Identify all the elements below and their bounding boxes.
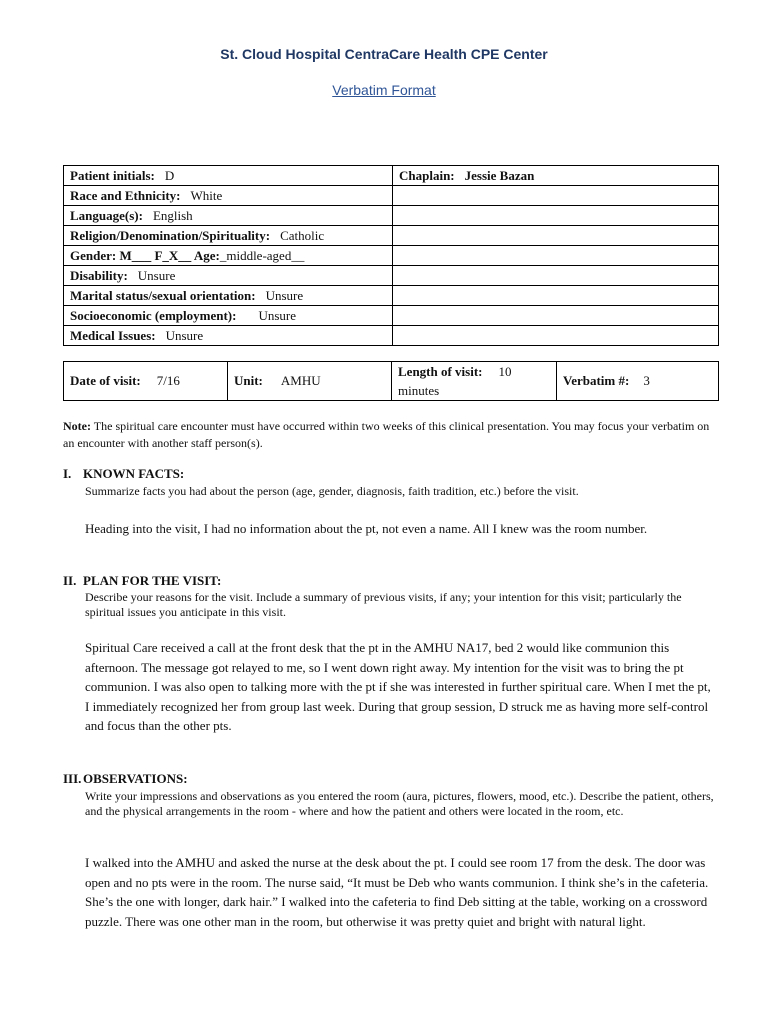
disability-cell bbox=[64, 266, 393, 286]
table-row bbox=[64, 246, 719, 266]
table-row bbox=[64, 286, 719, 306]
field-label: Disability: bbox=[70, 267, 128, 283]
field-value: English bbox=[152, 207, 193, 223]
section-heading-plan bbox=[63, 573, 221, 589]
verbatim-number-cell bbox=[557, 362, 719, 401]
table-row bbox=[64, 186, 719, 206]
field-value: Unsure bbox=[165, 327, 204, 343]
field-value: White bbox=[190, 187, 223, 203]
field-label: Medical Issues: bbox=[70, 327, 156, 343]
field-value: AMHU bbox=[280, 373, 321, 388]
field-value: Jessie Bazan bbox=[464, 167, 535, 183]
field-label: Marital status/sexual orientation: bbox=[70, 287, 256, 303]
date-of-visit-cell bbox=[64, 362, 228, 401]
field-value: 7/16 bbox=[156, 373, 180, 388]
section-instructions: Write your impressions and observations as you entered the room (aura, pictures, flowers, mood, etc.). Describe the patient, others, and the physical arrangements in the room - where and how the patient and others were located in the room, etc. bbox=[85, 789, 714, 818]
empty-cell bbox=[393, 266, 719, 286]
field-label: Verbatim #: bbox=[563, 373, 630, 388]
patient-info-table bbox=[63, 165, 719, 346]
section-title: OBSERVATIONS: bbox=[83, 771, 188, 786]
table-row bbox=[64, 226, 719, 246]
field-unit: minutes bbox=[398, 383, 440, 398]
visit-details-table bbox=[63, 361, 719, 401]
field-label: Religion/Denomination/Spirituality: bbox=[70, 227, 271, 243]
empty-cell bbox=[393, 326, 719, 346]
field-label: Language(s): bbox=[70, 207, 143, 223]
religion-cell bbox=[64, 226, 393, 246]
note-text: The spiritual care encounter must have occurred within two weeks of this clinical presentation. You may focus your verbatim on an encounter with another staff person(s). bbox=[63, 419, 710, 450]
empty-cell bbox=[393, 246, 719, 266]
empty-cell bbox=[393, 206, 719, 226]
field-label: Length of visit: bbox=[398, 364, 483, 379]
chaplain-cell bbox=[393, 166, 719, 186]
section-heading-observations bbox=[63, 771, 188, 787]
field-label: Gender: M___ F_X__ Age: bbox=[70, 247, 220, 263]
field-value: Unsure bbox=[265, 287, 304, 303]
section-number: II. bbox=[63, 573, 77, 588]
document-title: St. Cloud Hospital CentraCare Health CPE Center bbox=[220, 46, 548, 62]
field-label: Date of visit: bbox=[70, 373, 141, 388]
field-label: Chaplain: bbox=[399, 167, 455, 183]
empty-cell bbox=[393, 286, 719, 306]
table-row bbox=[64, 206, 719, 226]
medical-issues-cell bbox=[64, 326, 393, 346]
section-title: KNOWN FACTS: bbox=[83, 466, 185, 481]
section-heading-known-facts bbox=[63, 466, 184, 482]
field-value: 3 bbox=[643, 373, 650, 388]
field-label: Race and Ethnicity: bbox=[70, 187, 181, 203]
field-label: Unit: bbox=[234, 373, 263, 388]
language-cell bbox=[64, 206, 393, 226]
length-of-visit-cell bbox=[392, 362, 557, 401]
table-row bbox=[64, 362, 719, 401]
note-paragraph bbox=[63, 418, 723, 452]
section-number: III. bbox=[63, 771, 82, 786]
empty-cell bbox=[393, 306, 719, 326]
note-label: Note: bbox=[63, 419, 91, 433]
table-row bbox=[64, 326, 719, 346]
section-number: I. bbox=[63, 466, 72, 481]
section-title: PLAN FOR THE VISIT: bbox=[83, 573, 222, 588]
unit-cell bbox=[228, 362, 392, 401]
section-body: Heading into the visit, I had no information about the pt, not even a name. All I knew was the room number. bbox=[85, 521, 648, 536]
section-instructions: Describe your reasons for the visit. Include a summary of previous visits, if any; your intention for this visit; particularly the spiritual issues you anticipate in this visit. bbox=[85, 590, 682, 619]
field-value: Catholic bbox=[280, 227, 325, 243]
field-value: Unsure bbox=[258, 307, 296, 323]
empty-cell bbox=[393, 186, 719, 206]
document-subtitle: Verbatim Format bbox=[332, 82, 436, 98]
section-instructions: Summarize facts you had about the person (age, gender, diagnosis, faith tradition, etc.) before the visit. bbox=[85, 484, 579, 498]
field-label: Socioeconomic (employment): bbox=[70, 307, 237, 323]
table-row bbox=[64, 306, 719, 326]
field-value: D bbox=[164, 167, 175, 183]
field-value: _middle-aged__ bbox=[219, 247, 305, 263]
gender-age-cell bbox=[64, 246, 393, 266]
race-cell bbox=[64, 186, 393, 206]
socioeconomic-cell bbox=[64, 306, 393, 326]
field-value: 10 bbox=[498, 364, 512, 379]
empty-cell bbox=[393, 226, 719, 246]
field-label: Patient initials: bbox=[70, 167, 155, 183]
table-row bbox=[64, 266, 719, 286]
marital-status-cell bbox=[64, 286, 393, 306]
table-row bbox=[64, 166, 719, 186]
patient-initials-cell bbox=[64, 166, 393, 186]
section-body: Spiritual Care received a call at the front desk that the pt in the AMHU NA17, bed 2 would like communion this afternoon. The message got relayed to me, so I went down right away. My intention for the visit was to bring the pt communion. I was also open to talking more with the pt if she was interested in further spiritual care. When I met the pt, I immediately recognized her from group last week. During that group session, D struck me as having more self-control and focus than the other pts. bbox=[85, 640, 711, 733]
section-body: I walked into the AMHU and asked the nurse at the desk about the pt. I could see room 17 from the desk. The door was open and no pts were in the room. The nurse said, “It must be Deb who wants communion. I think she’s in the cafeteria. She’s the one with longer, dark hair.” I walked into the cafeteria to find Deb sitting at the table, working on a crossword puzzle. There was one other man in the room, but otherwise it was pretty quiet and bright with natural light. bbox=[85, 855, 709, 929]
field-value: Unsure bbox=[137, 267, 176, 283]
